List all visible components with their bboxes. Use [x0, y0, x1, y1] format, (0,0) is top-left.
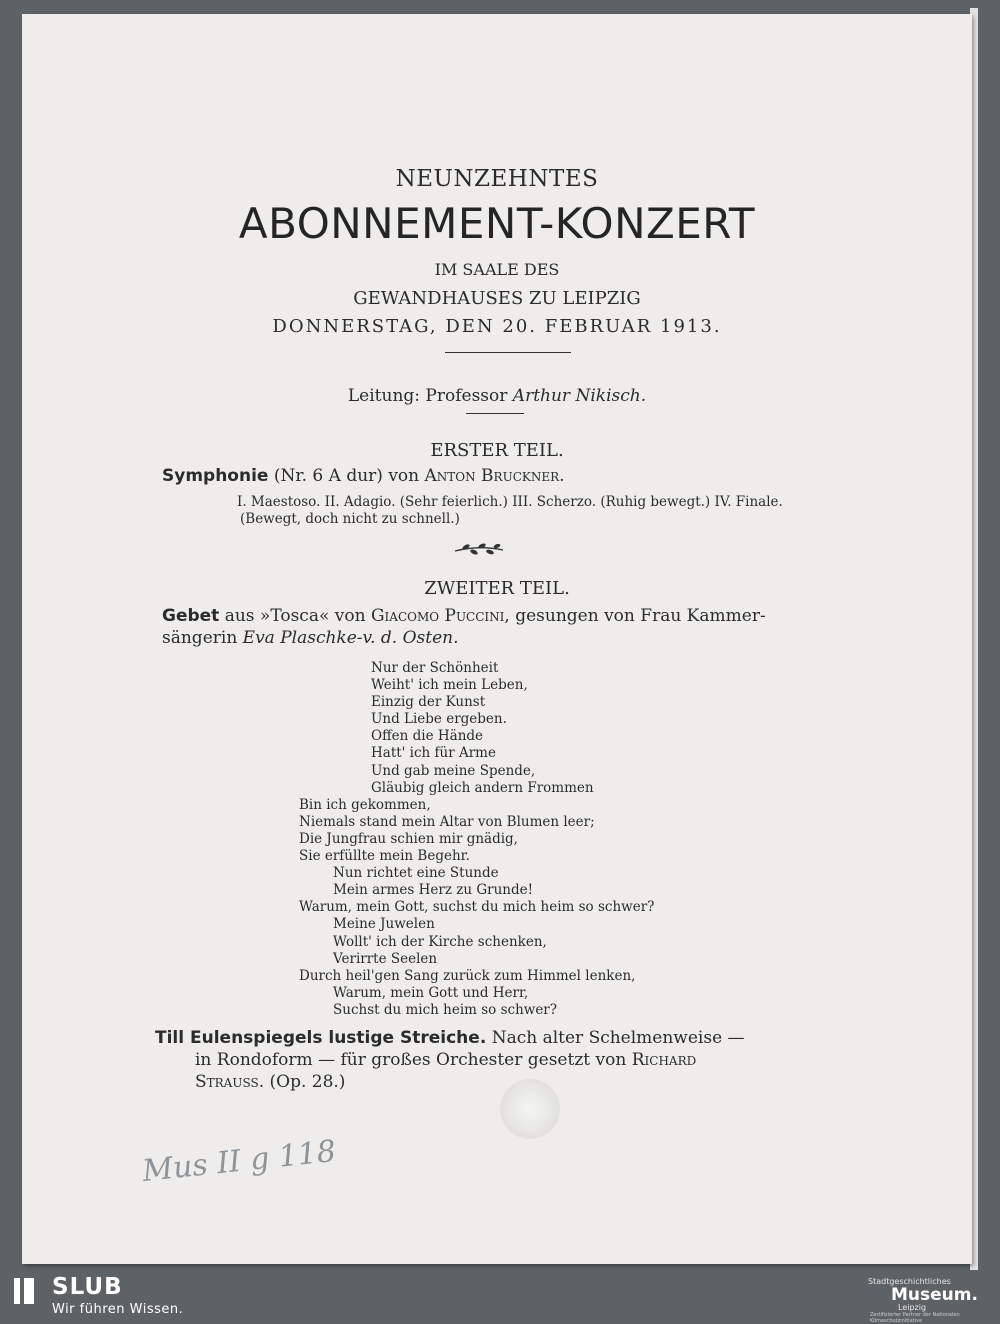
item1-prefix: sängerin: [162, 628, 238, 648]
item2-line1: [155, 1028, 745, 1048]
item1-composer: Giacomo Puccini,: [370, 606, 510, 626]
divider: [466, 413, 524, 414]
item2-line3: [195, 1072, 345, 1092]
concert-number: NEUNZEHNTES: [395, 166, 599, 192]
item1-from: aus »Tosca« von: [224, 606, 366, 626]
item2-opus: (Op. 28.): [269, 1072, 346, 1092]
poem-line: Nun richtet eine Stunde: [333, 865, 499, 882]
museum-city: Leipzig: [898, 1303, 927, 1312]
item1-rest: gesungen von Frau Kammer-: [515, 606, 766, 626]
poem-line: Nur der Schönheit: [371, 660, 499, 676]
conductor-name: Arthur Nikisch.: [512, 386, 647, 406]
program-page: [22, 14, 972, 1264]
item2-composer-first: Richard: [631, 1050, 697, 1070]
library-name: SLUB: [52, 1274, 123, 1300]
work-detail: (Nr. 6 A dur) von: [273, 466, 420, 486]
item1-title: Gebet: [162, 606, 220, 626]
item2-line2: [195, 1050, 696, 1070]
poem-line: Bin ich gekommen,: [299, 796, 431, 813]
concert-date: DONNERSTAG, DEN 20. FEBRUAR 1913.: [272, 316, 722, 337]
item1-line1: [162, 606, 766, 626]
conductor-label: Leitung: Professor: [347, 386, 508, 406]
concert-title: ABONNEMENT-KONZERT: [238, 199, 756, 248]
slub-logo-icon: [12, 1276, 36, 1306]
poem-line: Sie erfüllte mein Begehr.: [299, 848, 470, 865]
divider: [445, 352, 571, 353]
part2-heading: ZWEITER TEIL.: [424, 578, 570, 599]
poem-line: Meine Juwelen: [333, 916, 435, 933]
poem-line: Durch heil'gen Sang zurück zum Himmel lenken,: [299, 967, 636, 984]
poem-line: Weiht' ich mein Leben,: [371, 677, 528, 694]
poem-line: Einzig der Kunst: [371, 694, 486, 711]
poem-line: Gläubig gleich andern Frommen: [371, 779, 594, 796]
poem-line: Warum, mein Gott und Herr,: [333, 984, 529, 1001]
museum-note: Zertifizierter Partner der Nationalen Klimaschutzinitiative: [870, 1312, 960, 1324]
movements-line2: (Bewegt, doch nicht zu schnell.): [240, 511, 460, 527]
poem-line: Offen die Hände: [371, 728, 484, 745]
movements-line1: I. Maestoso. II. Adagio. (Sehr feierlich.) III. Scherzo. (Ruhig bewegt.) IV. Finale.: [237, 494, 783, 510]
shelfmark-annotation: Mus II g 118: [140, 1133, 338, 1190]
item2-composer-last: Strauss.: [195, 1072, 265, 1092]
library-tagline: Wir führen Wissen.: [52, 1302, 184, 1317]
item2-line2-text: in Rondoform — für großes Orchester gesetzt von: [195, 1050, 627, 1070]
poem-line: Mein armes Herz zu Grunde!: [333, 882, 534, 899]
poem-line: Wollt' ich der Kirche schenken,: [333, 933, 547, 950]
item2-rest: Nach alter Schelmenweise —: [491, 1028, 745, 1048]
item1-line2: [162, 628, 459, 648]
poem-line: Und Liebe ergeben.: [371, 711, 507, 728]
part1-heading: ERSTER TEIL.: [430, 440, 564, 461]
poem-line: Hatt' ich für Arme: [371, 745, 496, 762]
embossed-seal: [500, 1079, 560, 1139]
conductor-line: [22, 386, 972, 406]
composer-name: Anton Bruckner.: [424, 466, 565, 486]
venue-line1: IM SAALE DES: [434, 260, 560, 279]
museum-top: Stadtgeschichtliches: [868, 1277, 951, 1286]
poem-line: Und gab meine Spende,: [371, 762, 536, 779]
poem-line: Niemals stand mein Altar von Blumen leer;: [299, 813, 595, 830]
part1-work: [162, 466, 565, 486]
poem-line: Suchst du mich heim so schwer?: [333, 1001, 557, 1018]
poem-block: [299, 660, 655, 1019]
poem-line: Verirrte Seelen: [333, 950, 438, 967]
leaf-ornament-icon: [453, 541, 505, 559]
museum-name: Museum.: [891, 1285, 978, 1305]
poem-line: Die Jungfrau schien mir gnädig,: [299, 830, 518, 847]
work-title: Symphonie: [162, 466, 269, 486]
item2-title: Till Eulenspiegels lustige Streiche.: [155, 1028, 487, 1048]
poem-line: Warum, mein Gott, suchst du mich heim so schwer?: [299, 899, 655, 916]
item1-singer: Eva Plaschke-v. d. Osten.: [242, 628, 459, 648]
venue-line2: GEWANDHAUSES ZU LEIPZIG: [353, 288, 641, 309]
